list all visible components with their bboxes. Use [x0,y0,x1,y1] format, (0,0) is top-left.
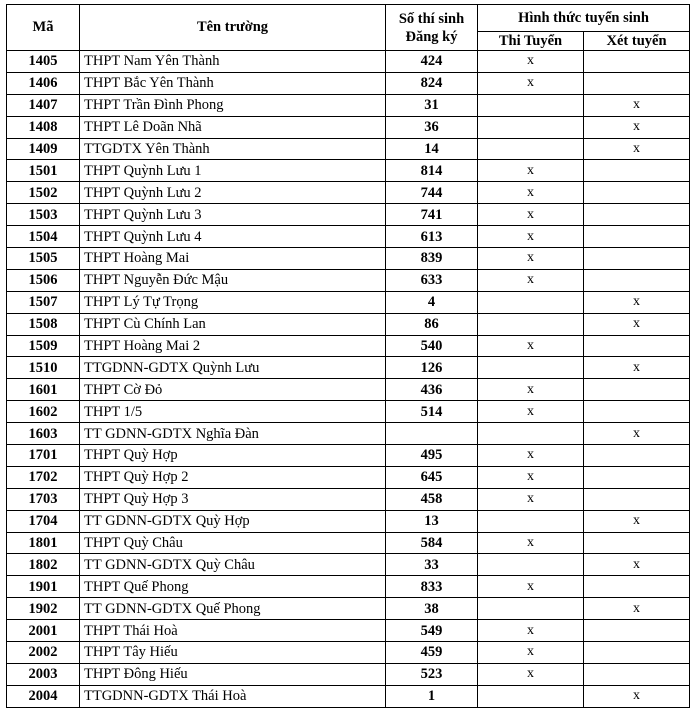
table-row [7,357,690,379]
cell-review-mark: x [584,598,690,620]
cell-exam-mark: x [478,226,584,248]
cell-school-name: THPT Trần Đình Phong [80,94,386,116]
cell-code: 1603 [7,423,80,445]
cell-code: 1901 [7,576,80,598]
cell-school-name: THPT Hoàng Mai 2 [80,335,386,357]
cell-count: 33 [386,554,478,576]
cell-exam-mark: x [478,204,584,226]
cell-exam-mark [478,313,584,335]
cell-school-name: THPT Nguyễn Đức Mậu [80,269,386,291]
cell-exam-mark: x [478,445,584,467]
header-count [386,5,478,51]
cell-review-mark: x [584,138,690,160]
cell-school-name: THPT Hoàng Mai [80,248,386,270]
cell-count: 38 [386,598,478,620]
cell-code: 2002 [7,642,80,664]
table-row [7,204,690,226]
cell-count: 523 [386,663,478,685]
cell-count: 540 [386,335,478,357]
cell-school-name: THPT Cờ Đỏ [80,379,386,401]
cell-exam-mark [478,598,584,620]
table-row [7,51,690,73]
cell-review-mark: x [584,554,690,576]
table-body [7,51,690,708]
cell-code: 1409 [7,138,80,160]
cell-school-name: THPT Nam Yên Thành [80,51,386,73]
table-row [7,182,690,204]
cell-count: 4 [386,291,478,313]
cell-code: 1507 [7,291,80,313]
table-row [7,423,690,445]
cell-count: 31 [386,94,478,116]
cell-code: 1506 [7,269,80,291]
table-row [7,138,690,160]
cell-count: 744 [386,182,478,204]
cell-exam-mark: x [478,663,584,685]
cell-code: 1501 [7,160,80,182]
table-row [7,94,690,116]
cell-count: 814 [386,160,478,182]
header-count-line1: Số thí sinh [398,10,465,27]
admission-table [6,4,690,708]
cell-school-name: THPT Quỳnh Lưu 1 [80,160,386,182]
cell-school-name: TTGDTX Yên Thành [80,138,386,160]
cell-count: 741 [386,204,478,226]
cell-school-name: THPT Quỳnh Lưu 2 [80,182,386,204]
cell-review-mark: x [584,94,690,116]
cell-school-name: THPT Quỳnh Lưu 4 [80,226,386,248]
cell-school-name: THPT Lê Doãn Nhã [80,116,386,138]
cell-code: 1502 [7,182,80,204]
table-row [7,466,690,488]
cell-code: 1902 [7,598,80,620]
cell-review-mark [584,642,690,664]
cell-exam-mark [478,423,584,445]
cell-school-name: TT GDNN-GDTX Nghĩa Đàn [80,423,386,445]
cell-count: 824 [386,72,478,94]
cell-school-name: TTGDNN-GDTX Thái Hoà [80,685,386,707]
cell-count: 645 [386,466,478,488]
cell-exam-mark [478,94,584,116]
header-method: Hình thức tuyển sinh [478,5,690,32]
cell-exam-mark [478,685,584,707]
cell-review-mark: x [584,685,690,707]
table-row [7,313,690,335]
cell-code: 1405 [7,51,80,73]
cell-review-mark [584,204,690,226]
cell-count: 549 [386,620,478,642]
header-school: Tên trường [80,5,386,51]
cell-review-mark: x [584,423,690,445]
cell-school-name: TTGDNN-GDTX Quỳnh Lưu [80,357,386,379]
header-exam: Thi Tuyển [478,32,584,51]
cell-review-mark [584,445,690,467]
header-count-line2: Đăng ký [405,28,458,45]
cell-count: 126 [386,357,478,379]
cell-exam-mark: x [478,269,584,291]
table-row [7,269,690,291]
cell-review-mark [584,248,690,270]
cell-code: 1702 [7,466,80,488]
table-row [7,663,690,685]
cell-review-mark [584,401,690,423]
cell-count: 613 [386,226,478,248]
table-row [7,379,690,401]
cell-review-mark: x [584,510,690,532]
cell-exam-mark: x [478,642,584,664]
cell-code: 2001 [7,620,80,642]
cell-count: 833 [386,576,478,598]
cell-school-name: THPT Quỳnh Lưu 3 [80,204,386,226]
cell-code: 1602 [7,401,80,423]
cell-exam-mark [478,138,584,160]
cell-code: 1601 [7,379,80,401]
cell-exam-mark: x [478,182,584,204]
table-row [7,554,690,576]
cell-review-mark [584,466,690,488]
cell-review-mark [584,72,690,94]
cell-count [386,423,478,445]
cell-review-mark [584,663,690,685]
cell-school-name: THPT Quỳ Châu [80,532,386,554]
cell-count: 839 [386,248,478,270]
cell-code: 1508 [7,313,80,335]
cell-exam-mark [478,116,584,138]
table-row [7,248,690,270]
header-code: Mã [7,5,80,51]
cell-review-mark [584,269,690,291]
cell-review-mark [584,335,690,357]
cell-code: 1802 [7,554,80,576]
cell-exam-mark [478,554,584,576]
cell-count: 14 [386,138,478,160]
cell-code: 1703 [7,488,80,510]
cell-count: 458 [386,488,478,510]
cell-exam-mark: x [478,335,584,357]
cell-review-mark [584,51,690,73]
table-row [7,226,690,248]
cell-exam-mark [478,357,584,379]
cell-school-name: THPT Lý Tự Trọng [80,291,386,313]
cell-code: 1701 [7,445,80,467]
cell-exam-mark: x [478,401,584,423]
cell-school-name: TT GDNN-GDTX Quế Phong [80,598,386,620]
cell-school-name: THPT Quỳ Hợp 3 [80,488,386,510]
cell-code: 1408 [7,116,80,138]
table-row [7,445,690,467]
cell-school-name: THPT Bắc Yên Thành [80,72,386,94]
cell-code: 1505 [7,248,80,270]
cell-count: 633 [386,269,478,291]
cell-code: 1801 [7,532,80,554]
cell-school-name: THPT 1/5 [80,401,386,423]
cell-code: 1509 [7,335,80,357]
cell-exam-mark: x [478,620,584,642]
table-row [7,576,690,598]
cell-count: 1 [386,685,478,707]
cell-count: 424 [386,51,478,73]
cell-code: 1407 [7,94,80,116]
cell-review-mark [584,576,690,598]
cell-count: 13 [386,510,478,532]
cell-exam-mark: x [478,532,584,554]
cell-school-name: THPT Cù Chính Lan [80,313,386,335]
cell-code: 2004 [7,685,80,707]
table-row [7,116,690,138]
table-row [7,685,690,707]
cell-count: 495 [386,445,478,467]
cell-school-name: THPT Tây Hiếu [80,642,386,664]
cell-review-mark [584,488,690,510]
cell-review-mark [584,620,690,642]
cell-code: 1504 [7,226,80,248]
cell-review-mark: x [584,313,690,335]
cell-code: 1406 [7,72,80,94]
table-row [7,160,690,182]
table-row [7,510,690,532]
cell-school-name: THPT Quế Phong [80,576,386,598]
cell-school-name: TT GDNN-GDTX Quỳ Hợp [80,510,386,532]
table-row [7,598,690,620]
cell-exam-mark: x [478,160,584,182]
cell-count: 584 [386,532,478,554]
table-row [7,401,690,423]
cell-review-mark [584,532,690,554]
cell-count: 514 [386,401,478,423]
cell-exam-mark: x [478,379,584,401]
cell-code: 2003 [7,663,80,685]
table-row [7,620,690,642]
table-row [7,72,690,94]
cell-count: 436 [386,379,478,401]
cell-exam-mark [478,291,584,313]
cell-review-mark: x [584,357,690,379]
table-row [7,335,690,357]
header-review: Xét tuyển [584,32,690,51]
cell-school-name: THPT Đông Hiếu [80,663,386,685]
cell-review-mark: x [584,116,690,138]
cell-exam-mark: x [478,51,584,73]
cell-code: 1704 [7,510,80,532]
table-row [7,532,690,554]
cell-exam-mark: x [478,576,584,598]
cell-count: 459 [386,642,478,664]
cell-review-mark: x [584,291,690,313]
cell-school-name: THPT Thái Hoà [80,620,386,642]
cell-exam-mark: x [478,72,584,94]
table-row [7,642,690,664]
cell-school-name: THPT Quỳ Hợp [80,445,386,467]
cell-exam-mark: x [478,466,584,488]
table-row [7,488,690,510]
cell-count: 36 [386,116,478,138]
cell-exam-mark: x [478,248,584,270]
cell-code: 1503 [7,204,80,226]
cell-school-name: TT GDNN-GDTX Quỳ Châu [80,554,386,576]
cell-review-mark [584,160,690,182]
cell-code: 1510 [7,357,80,379]
cell-exam-mark [478,510,584,532]
cell-review-mark [584,379,690,401]
cell-review-mark [584,182,690,204]
cell-school-name: THPT Quỳ Hợp 2 [80,466,386,488]
cell-exam-mark: x [478,488,584,510]
cell-count: 86 [386,313,478,335]
table-row [7,291,690,313]
cell-review-mark [584,226,690,248]
